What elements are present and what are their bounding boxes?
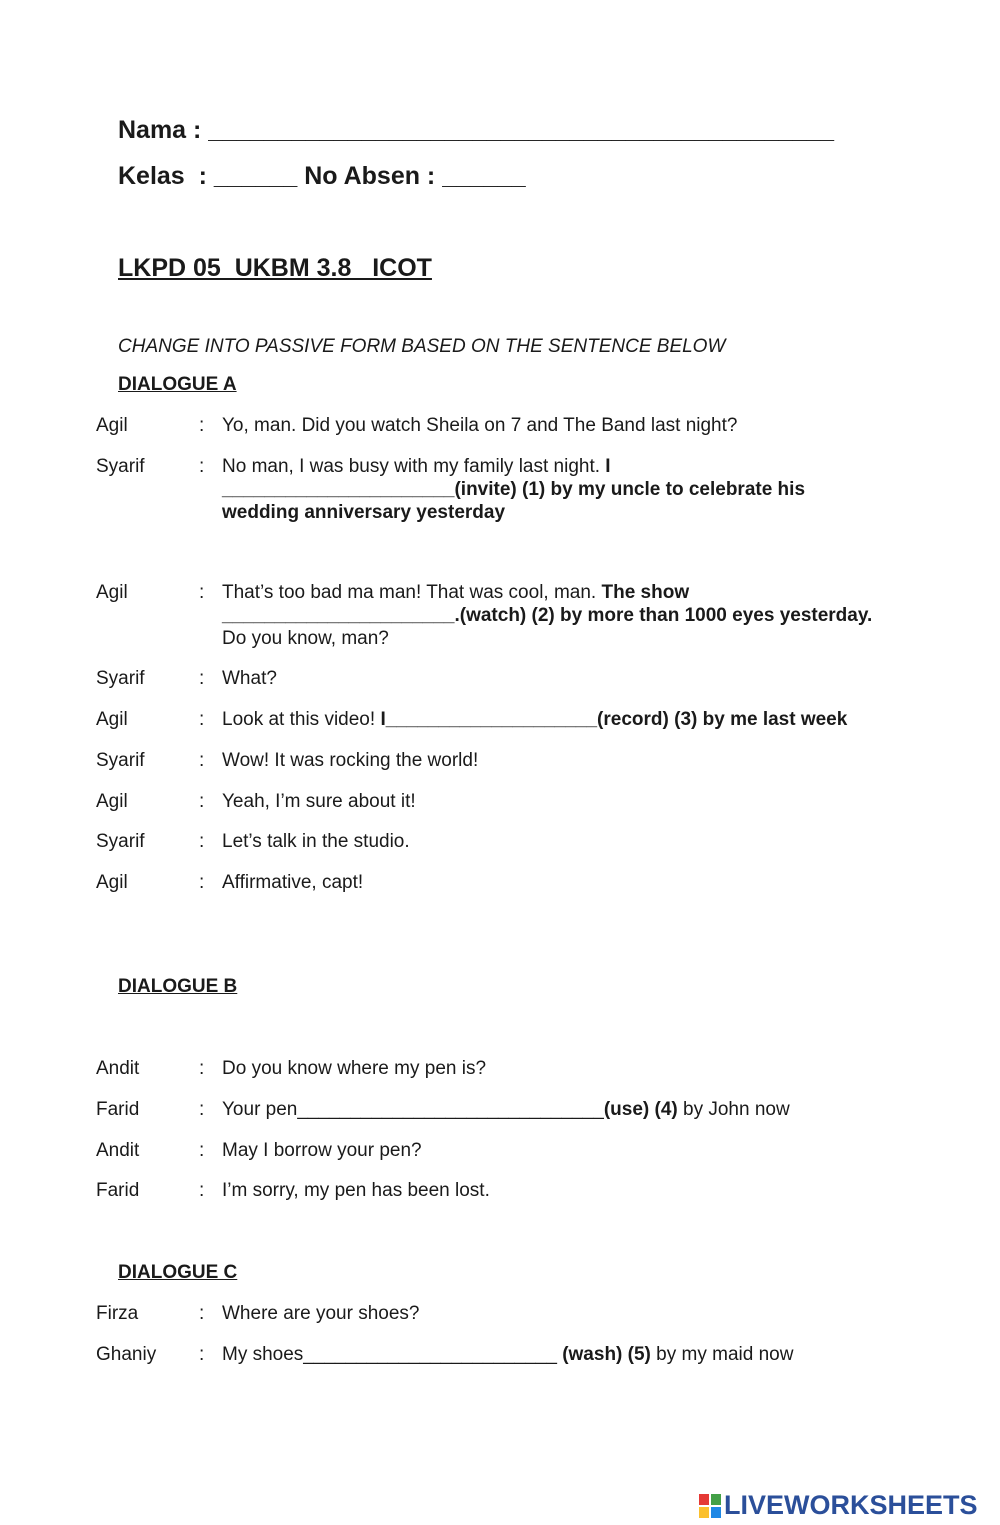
speaker: Agil <box>96 709 128 730</box>
utterance: Yeah, I’m sure about it! <box>222 791 416 812</box>
colon: : <box>199 709 205 730</box>
name-field-line: Nama : _____________________________________________ <box>118 116 834 144</box>
colon: : <box>199 415 205 436</box>
dialogue-b-heading: DIALOGUE B <box>118 976 238 997</box>
dialogue-a-heading: DIALOGUE A <box>118 374 237 395</box>
speaker: Farid <box>96 1180 140 1201</box>
speaker: Agil <box>96 872 128 893</box>
utterance: Look at this video! I____________________(record) (3) by me last week <box>222 709 848 730</box>
utterance: Let’s talk in the studio. <box>222 831 410 852</box>
colon: : <box>199 456 205 477</box>
colon: : <box>199 1140 205 1161</box>
utterance: Where are your shoes? <box>222 1303 420 1324</box>
answer-blank-2[interactable]: The show ______________________.(watch) (2) by more than 1000 eyes yesterday. <box>222 582 873 626</box>
speaker: Andit <box>96 1140 140 1161</box>
utterance: I’m sorry, my pen has been lost. <box>222 1180 490 1201</box>
answer-blank-3[interactable]: I____________________(record) (3) by me last week <box>380 709 848 730</box>
colon: : <box>199 582 205 603</box>
colon: : <box>199 872 205 893</box>
utterance: Affirmative, capt! <box>222 872 364 893</box>
speaker: Agil <box>96 791 128 812</box>
speaker: Firza <box>96 1303 139 1324</box>
instruction: CHANGE INTO PASSIVE FORM BASED ON THE SENTENCE BELOW <box>118 336 726 357</box>
utterance: What? <box>222 668 277 689</box>
speaker: Syarif <box>96 668 145 689</box>
speaker: Andit <box>96 1058 140 1079</box>
colon: : <box>199 668 205 689</box>
colon: : <box>199 750 205 771</box>
answer-blank-1[interactable]: I ______________________(invite) (1) by my uncle to celebrate his wedding anniversary yesterday <box>222 456 806 523</box>
colon: : <box>199 1180 205 1201</box>
utterance: Your pen_____________________________(use) (4) by John now <box>222 1099 790 1120</box>
colon: : <box>199 1303 205 1324</box>
colon: : <box>199 1344 205 1365</box>
logo-text: LIVEWORKSHEETS <box>724 1490 978 1520</box>
liveworksheets-logo <box>698 1490 978 1521</box>
utterance: Do you know where my pen is? <box>222 1058 487 1079</box>
utterance: My shoes________________________ (wash) (5) by my maid now <box>222 1344 794 1365</box>
colon: : <box>199 831 205 852</box>
class-number-line: Kelas : ______ No Absen : ______ <box>118 162 526 190</box>
answer-blank-4[interactable]: Your pen_____________________________ <box>222 1099 604 1120</box>
colon: : <box>199 1058 205 1079</box>
speaker: Agil <box>96 415 128 436</box>
speaker: Farid <box>96 1099 140 1120</box>
speaker: Syarif <box>96 831 145 852</box>
answer-blank-5[interactable]: My shoes________________________ <box>222 1344 563 1365</box>
speaker: Syarif <box>96 456 145 477</box>
dialogue-c-heading: DIALOGUE C <box>118 1262 238 1283</box>
utterance: Yo, man. Did you watch Sheila on 7 and The Band last night? <box>222 415 738 436</box>
worksheet-title: LKPD 05 UKBM 3.8 ICOT <box>118 254 432 282</box>
utterance: No man, I was busy with my family last night. I ______________________(invite) (1) by my uncle to celebrate his wedding anniversary yesterday <box>222 456 806 523</box>
utterance: May I borrow your pen? <box>222 1140 422 1161</box>
utterance: That’s too bad ma man! That was cool, man. The show ______________________.(watch) (2) by more than 1000 eyes yesterday. Do you know, man? <box>222 582 873 649</box>
colon: : <box>199 791 205 812</box>
speaker: Syarif <box>96 750 145 771</box>
utterance: Wow! It was rocking the world! <box>222 750 479 771</box>
liveworksheets-logo-icon <box>698 1493 722 1519</box>
colon: : <box>199 1099 205 1120</box>
speaker: Ghaniy <box>96 1344 157 1365</box>
speaker: Agil <box>96 582 128 603</box>
